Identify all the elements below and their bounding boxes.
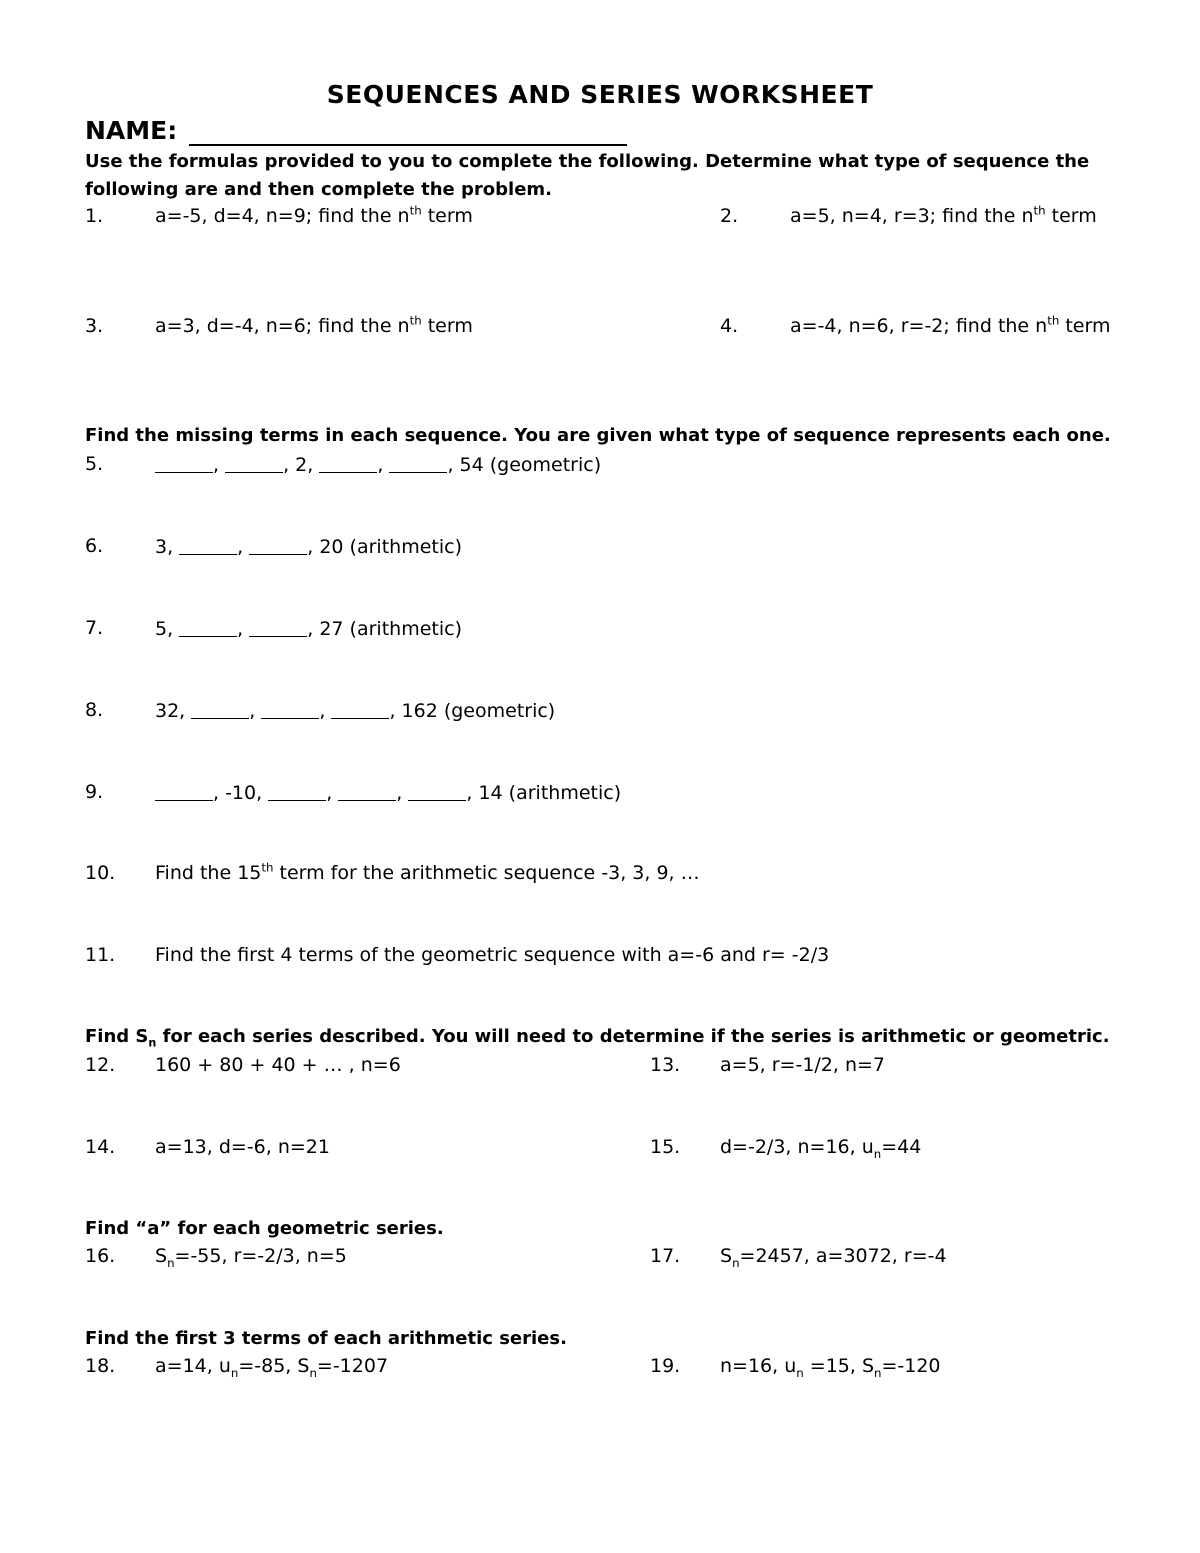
- section1-instruction-line1: Use the formulas provided to you to complete the following. Determine what type of sequence the: [85, 151, 1090, 172]
- problem-text: a=-5, d=4, n=9; find the $n^{th}$ term: [155, 203, 473, 227]
- name-label: NAME:: [85, 116, 178, 145]
- problem-number: 17.: [650, 1245, 681, 1267]
- answer-blank[interactable]: [261, 699, 319, 719]
- problem-text: 5, , , 27 (arithmetic): [155, 618, 462, 640]
- answer-blank[interactable]: [179, 617, 237, 637]
- problem-text: Find the 15th term for the arithmetic sequence -3, 3, 9, …: [155, 860, 700, 884]
- answer-blank[interactable]: [179, 535, 237, 555]
- answer-blank[interactable]: [331, 699, 389, 719]
- problem-number: 11.: [85, 944, 116, 966]
- problem-text: a=14, $u_n=-85$, $S_n=-1207$: [155, 1355, 389, 1380]
- problem-number: 13.: [650, 1054, 681, 1076]
- problem-text: , -10, , , , 14 (arithmetic): [155, 781, 621, 805]
- problem-number: 10.: [85, 862, 116, 884]
- problem-number: 7.: [85, 617, 104, 639]
- problem-number: 16.: [85, 1245, 116, 1267]
- section3-instruction: Find $S_n$ for each series described. You will need to determine if the series is arithmetic or geometric.: [85, 1026, 1110, 1050]
- problem-number: 2.: [720, 205, 739, 227]
- problem-text: 32, , , , 162 (geometric): [155, 700, 556, 722]
- problem-text: $S_n=2457$, a=3072, r=-4: [720, 1245, 947, 1270]
- problem-text: , , 2, , , 54 (geometric): [155, 453, 601, 477]
- answer-blank[interactable]: [389, 453, 447, 473]
- answer-blank[interactable]: [191, 699, 249, 719]
- problem-text: n=16, $u_n =15$, $S_n=-120$: [720, 1355, 941, 1380]
- answer-blank[interactable]: [268, 781, 326, 801]
- answer-blank[interactable]: [319, 453, 377, 473]
- problem-number: 6.: [85, 535, 104, 557]
- problem-number: 4.: [720, 315, 739, 337]
- section4-instruction: Find “a” for each geometric series.: [85, 1218, 444, 1239]
- worksheet-title: SEQUENCES AND SERIES WORKSHEET: [326, 80, 874, 109]
- problem-text: a=5, r=-1/2, n=7: [720, 1054, 886, 1076]
- name-input-line[interactable]: [189, 144, 627, 146]
- section1-instruction-line2: following are and then complete the problem.: [85, 179, 552, 200]
- problem-text: a=3, d=-4, n=6; find the $n^{th}$ term: [155, 313, 473, 337]
- answer-blank[interactable]: [249, 535, 307, 555]
- problem-number: 5.: [85, 453, 104, 475]
- problem-text: a=5, n=4, r=3; find the $n^{th}$ term: [790, 203, 1097, 227]
- problem-number: 19.: [650, 1355, 681, 1377]
- problem-number: 12.: [85, 1054, 116, 1076]
- problem-text: a=-4, n=6, r=-2; find the $n^{th}$ term: [790, 313, 1111, 337]
- problem-number: 9.: [85, 781, 104, 803]
- problem-number: 14.: [85, 1136, 116, 1158]
- problem-number: 8.: [85, 699, 104, 721]
- problem-number: 18.: [85, 1355, 116, 1377]
- section5-instruction: Find the first 3 terms of each arithmetic series.: [85, 1328, 567, 1349]
- section2-instruction: Find the missing terms in each sequence. You are given what type of sequence represents each one.: [85, 425, 1111, 446]
- answer-blank[interactable]: [408, 781, 466, 801]
- problem-text: Find the first 4 terms of the geometric sequence with a=-6 and r= -2/3: [155, 944, 830, 966]
- answer-blank[interactable]: [249, 617, 307, 637]
- problem-number: 15.: [650, 1136, 681, 1158]
- answer-blank[interactable]: [155, 781, 213, 801]
- problem-text: d=-2/3, n=16, $u_n=44$: [720, 1136, 922, 1161]
- problem-text: 3, , , 20 (arithmetic): [155, 536, 462, 558]
- problem-number: 3.: [85, 315, 104, 337]
- problem-text: $S_n=-55$, r=-2/3, n=5: [155, 1245, 347, 1270]
- answer-blank[interactable]: [155, 453, 213, 473]
- problem-text: 160 + 80 + 40 + … , n=6: [155, 1054, 401, 1076]
- answer-blank[interactable]: [225, 453, 283, 473]
- answer-blank[interactable]: [338, 781, 396, 801]
- problem-text: a=13, d=-6, n=21: [155, 1136, 330, 1158]
- problem-number: 1.: [85, 205, 104, 227]
